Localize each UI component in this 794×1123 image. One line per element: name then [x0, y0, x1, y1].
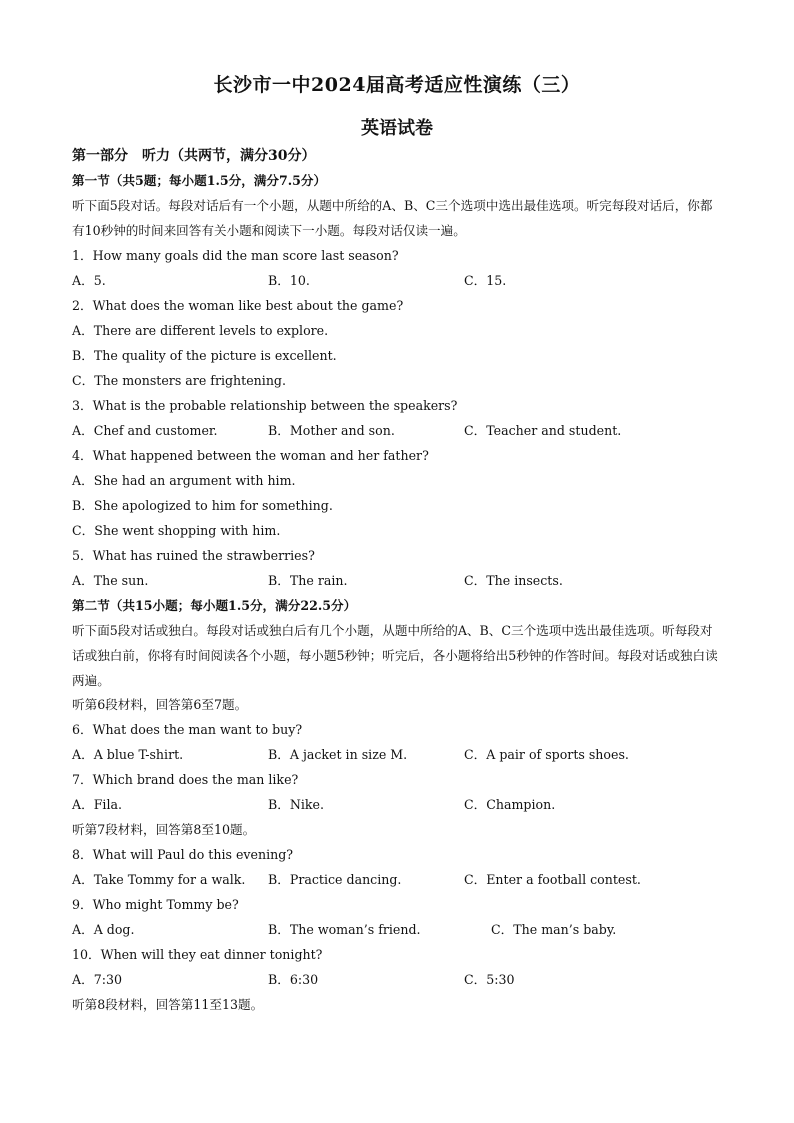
option-a: A．A dog. [72, 922, 135, 937]
page-title: 长沙市一中2024届高考适应性演练（三） [213, 74, 581, 96]
option-b: B．Practice dancing. [268, 872, 402, 887]
section2-instructions: 听下面5段对话或独白。每段对话或独白后有几个小题，从题中所给的A、B、C三个选项中选出最佳选项。听每段对话或独白前，你将有时间阅读各个小题，每小题5秒钟；听完后，各小题将给出5秒钟的作答时间。每段对话或独白读两遍。 [72, 623, 718, 688]
option-a: A．There are different levels to explore. [72, 323, 329, 338]
question-stem: 4．What happened between the woman and her father? [72, 448, 429, 463]
option-a: A．Take Tommy for a walk. [72, 872, 246, 887]
section1-heading: 第一节（共5题；每小题1.5分，满分7.5分） [72, 173, 327, 188]
option-b: B．The woman’s friend. [268, 922, 421, 937]
option-b: B．10. [268, 273, 310, 288]
option-b: B．She apologized to him for something. [72, 498, 333, 513]
material-heading: 听第8段材料，回答第11至13题。 [72, 997, 264, 1012]
option-a: A．5. [72, 273, 106, 288]
option-c: C．Champion. [464, 797, 556, 812]
option-b: B．Mother and son. [268, 423, 395, 438]
question-stem: 9．Who might Tommy be? [72, 897, 239, 912]
page-subtitle: 英语试卷 [361, 118, 433, 139]
section2-heading: 第二节（共15小题；每小题1.5分，满分22.5分） [72, 598, 357, 613]
option-c: C．She went shopping with him. [72, 523, 281, 538]
option-b: B．6:30 [268, 972, 319, 987]
material-heading: 听第7段材料，回答第8至10题。 [72, 822, 256, 837]
section1-instructions: 听下面5段对话。每段对话后有一个小题，从题中所给的A、B、C三个选项中选出最佳选项。听完每段对话后，你都有10秒钟的时间来回答有关小题和阅读下一小题。每段对话仅读一遍。 [72, 198, 713, 238]
option-b: B．A jacket in size M. [268, 747, 408, 762]
option-c: C．The monsters are frightening. [72, 373, 286, 388]
option-b: B．The rain. [268, 573, 348, 588]
part1-heading: 第一部分 听力（共两节，满分30分） [72, 148, 316, 164]
option-b: B．Nike. [268, 797, 324, 812]
option-a: A．Chef and customer. [72, 423, 218, 438]
question-stem: 3．What is the probable relationship between the speakers? [72, 398, 458, 413]
question-stem: 8．What will Paul do this evening? [72, 847, 294, 862]
option-b: B．The quality of the picture is excellent. [72, 348, 337, 363]
question-stem: 10．When will they eat dinner tonight? [72, 947, 323, 962]
option-c: C．5:30 [464, 972, 515, 987]
question-stem: 7．Which brand does the man like? [72, 772, 299, 787]
option-a: A．She had an argument with him. [72, 473, 296, 488]
question-stem: 6．What does the man want to buy? [72, 722, 303, 737]
option-a: A．Fila. [72, 797, 122, 812]
option-c: C．The man’s baby. [491, 922, 617, 937]
option-c: C．The insects. [464, 573, 563, 588]
question-stem: 2．What does the woman like best about the game? [72, 298, 404, 313]
option-a: A．7:30 [72, 972, 122, 987]
option-a: A．A blue T-shirt. [72, 747, 184, 762]
option-c: C．A pair of sports shoes. [464, 747, 629, 762]
question-stem: 1．How many goals did the man score last season? [72, 248, 399, 263]
option-c: C．Enter a football contest. [464, 872, 641, 887]
material-heading: 听第6段材料，回答第6至7题。 [72, 697, 248, 712]
option-c: C．Teacher and student. [464, 423, 622, 438]
question-stem: 5．What has ruined the strawberries? [72, 548, 315, 563]
option-c: C．15. [464, 273, 507, 288]
option-a: A．The sun. [72, 573, 149, 588]
